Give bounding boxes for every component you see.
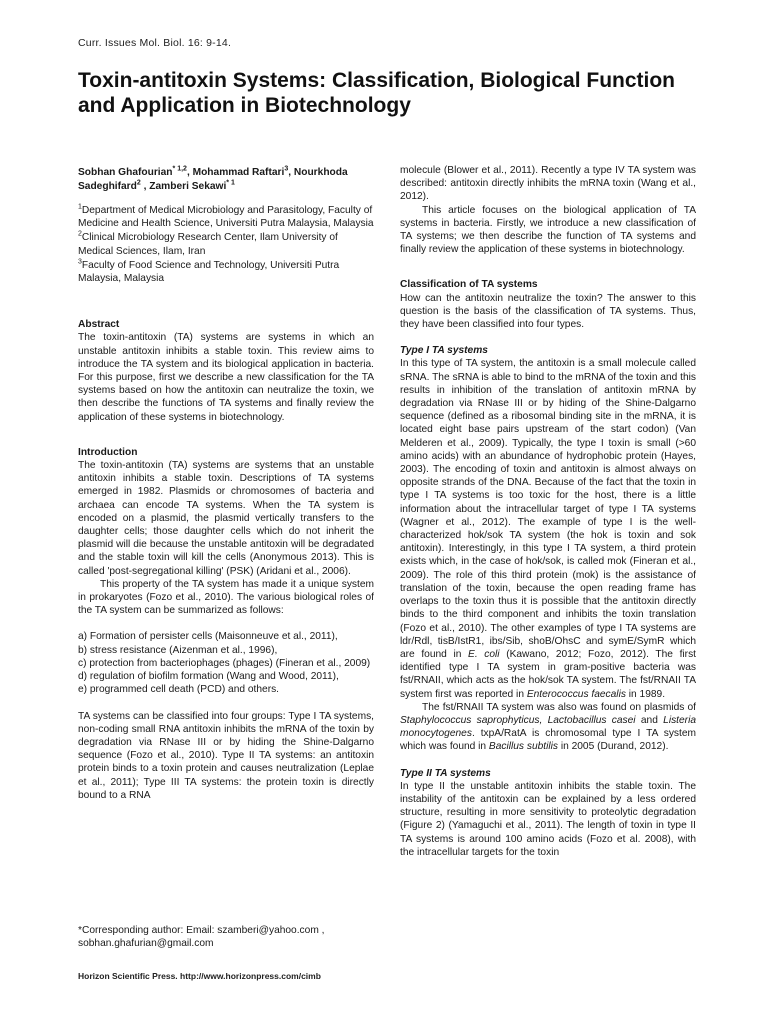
type1-text: . txpA/RatA is chromosomal type I TA system which was found in (400, 728, 696, 753)
affiliation-number: 3 (78, 258, 82, 266)
right-column (400, 164, 696, 859)
affiliation-item (78, 259, 374, 285)
species-name: Enterococcus faecalis (526, 688, 626, 700)
classification-heading: Classification of TA systems (400, 279, 538, 291)
intro-paragraph-3: TA systems can be classified into four groups: Type I TA systems, non-coding small RNA antitoxin inhibits the mRNA of the toxin by degradation via RNase III or by hiding the Shine-Dalgarno sequence (Fozo et al., 2010). Type II TA systems: an antitoxin protein binds to a toxin protein and causes neutralization (Leplae et al., 2011); Type III TA systems: the protein toxin is directly bound to a RNA (78, 710, 374, 801)
focus-paragraph: This article focuses on the biological application of TA systems in bacteria. Firstly, we introduce a new classification of TA systems; we then describe the function of TA systems and finally review the application of these systems in biotechnology. (400, 204, 696, 256)
author-name: Sobhan Ghafourian (78, 167, 173, 178)
abstract-text: The toxin-antitoxin (TA) systems are systems in which an unstable antitoxin inhibits a stable toxin. This review aims to introduce the TA system and its biological application in bacteria. For this purpose, first we describe a new classification for the TA systems based on how the antitoxin can neutralize the toxin, we then describe the functions of TA systems and finally review the application of these systems in biotechnology. (78, 332, 374, 423)
type1-paragraph-2 (400, 701, 696, 754)
affiliations (78, 204, 374, 285)
type1-text: The fst/RNAII TA system was also was found on plasmids of (422, 701, 696, 713)
affiliation-number: 1 (78, 203, 82, 211)
classification-text: How can the antitoxin neutralize the toxin? The answer to this question is the basis of the classification of TA systems. Thus, they have been classified into four types. (400, 292, 696, 331)
author-superscript: 3 (284, 165, 289, 173)
author-superscript: 2 (136, 179, 141, 187)
intro-paragraph-1: The toxin-antitoxin (TA) systems are systems that an unstable antitoxin inhibits a stable toxin. Descriptions of TA systems emerged in 1982. Plasmids or chromosomes of bacteria and archaea can encode TA systems. When the TA system is encoded on a plasmid, the plasmid vertically transfers to the daughter cells; those daughter cells which do not inherit the plasmid will die because the unstable antitoxin will be degradated and the stable toxin will kill the cells (Anonymous 2013). This is called 'post-segregational killing' (PSK) (Aridani et al., 2006). (78, 460, 374, 577)
corresponding-line: *Corresponding author: Email: szamberi@yahoo.com , (78, 925, 325, 936)
affiliation-text: Clinical Microbiology Research Center, Ilam University of Medical Sciences, Ilam, Iran (78, 232, 338, 257)
author-name: Sadeghifard (78, 181, 137, 192)
affiliation-item (78, 231, 374, 257)
left-column (78, 164, 374, 802)
affiliation-text: Department of Medical Microbiology and Parasitology, Faculty of Medicine and Health Science, Universiti Putra Malaysia, Malaysia (78, 205, 374, 230)
author-list (78, 166, 374, 194)
affiliation-text: Faculty of Food Science and Technology, Universiti Putra Malaysia, Malaysia (78, 259, 340, 285)
type1-text: In this type of TA system, the antitoxin is a small molecule called sRNA. The sRNA is able to bind to the mRNA of the toxin and this results in inhibition of the translation of antitoxin mRNA by degradation via RNase III or by hiding of the Shine-Dalgarno sequence (defined as a ribosomal binding site in the mRNA, it is located eight base pairs upstream of the start codon) (Van Melderen et al., 2009). Typically, the type I toxin is small (>60 amino acids) with an abundance of hydrophobic protein (Hayes, 2003). The encoding of toxin and antitoxin is almost always on opposite strands of the DNA. Because of the fact that the toxin in type I TA systems is too toxic for the host, there is a little information about the intracellular target of type I TA systems (Wagner et al., 2012). The example of type I is the well-characterized hok/sok TA system (the hok is toxin and sok antitoxin). Interestingly, in this type I TA system, a third protein exists which, in the case of hok/sok, is called mok (Fineran et al., 2009). The role of this third protein (mok) is the assistance of translation of the toxin, because the open reading frame has overlaps to the toxin thus it is possible that the antitoxin directly binds to the third component and inhibits the toxin translation (Fozo et al., 2010). The other examples of type I TA systems are ldr/Rdl, tisB/IstR1, ibs/Sib, shoB/OhsC and symE/SymR which are found in (400, 358, 696, 660)
author-superscript: * 1 (226, 179, 235, 187)
species-name: Staphylococcus saprophyticus, Lactobacillus casei (400, 714, 636, 726)
affiliation-item (78, 204, 374, 230)
list-item: c) protection from bacteriophages (phages) (Fineran et al., 2009) (78, 657, 371, 669)
type2-heading: Type II TA systems (400, 767, 491, 779)
paper-title: Toxin-antitoxin Systems: Classification, Biological Function and Application in Biotechnology (78, 69, 676, 117)
publisher-footer: Horizon Scientific Press. http://www.horizonpress.com/cimb (78, 971, 321, 981)
author-name: , Nourkhoda (288, 167, 348, 178)
type1-heading: Type I TA systems (400, 345, 488, 357)
author-superscript: * 1,2 (172, 165, 187, 173)
author-name: , Mohammad Raftari (186, 167, 285, 178)
roles-list (78, 630, 374, 696)
list-item: e) programmed cell death (PCD) and others. (78, 684, 280, 696)
type1-text: in 1989. (625, 688, 666, 700)
abstract-heading: Abstract (78, 319, 120, 331)
affiliation-number: 2 (78, 231, 82, 239)
list-item: b) stress resistance (Aizenman et al., 1996), (78, 644, 278, 656)
list-item: a) Formation of persister cells (Maisonneuve et al., 2011), (78, 631, 338, 643)
type1-text: (Kawano, 2012; Fozo, 2012). The first identified type I TA system in gram-positive bacteria was fst/RNAII, which acts as the hok/sok TA system. The fst/RNAII TA system first was reported in (400, 648, 697, 700)
intro-paragraph-2: This property of the TA system has made it a unique system in prokaryotes (Fozo et al., 2010). The various biological roles of the TA system can be summarized as follows: (78, 578, 374, 617)
type3-continuation: molecule (Blower et al., 2011). Recently a type IV TA system was described: antitoxin directly inhibits the mRNA toxin (Wang et al., 2012). (400, 165, 696, 203)
corresponding-author (78, 924, 378, 950)
type2-paragraph: In type II the unstable antitoxin inhibits the stable toxin. The instability of the antitoxin can be explained by a less ordered structure, resulting in more sensitivity to proteolytic degradation (Figure 2) (Yamaguchi et al., 2011). The length of toxin in type II TA systems is around 100 amino acids (Fozo et al. 2008), with the intracellular targets for the toxin (400, 780, 696, 858)
journal-reference: Curr. Issues Mol. Biol. 16: 9-14. (78, 37, 232, 49)
introduction-heading: Introduction (78, 446, 138, 458)
list-item: d) regulation of biofilm formation (Wang and Wood, 2011), (78, 671, 339, 683)
species-name: Bacillus subtilis (488, 741, 558, 753)
type1-text: in 2005 (Durand, 2012). (558, 741, 669, 753)
type1-text: and (635, 714, 664, 726)
species-name: Listeria monocytogenes (400, 714, 696, 740)
species-name: E. coli (468, 648, 500, 660)
type1-paragraph-1 (400, 357, 696, 700)
corresponding-email: sobhan.ghafurian@gmail.com (78, 938, 214, 950)
author-name: , Zamberi Sekawi (140, 181, 227, 192)
